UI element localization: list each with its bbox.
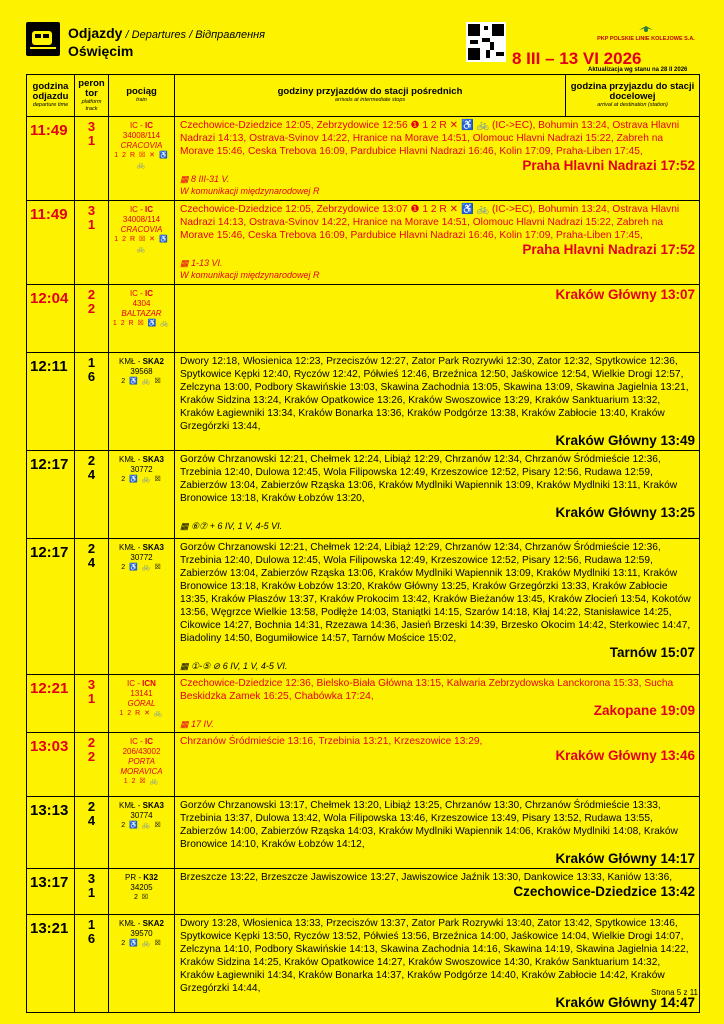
train-info: [109, 285, 175, 353]
platform-track: [75, 733, 109, 797]
train-number: 34008/114: [122, 131, 161, 140]
train-number: 30772: [130, 465, 153, 474]
col-time: godzina odjazdu departure time: [27, 75, 75, 117]
international-note: W komunikacji międzynarodowej R: [180, 186, 320, 196]
train-number: 30772: [130, 553, 153, 562]
train-category: KMŁ - SKA3: [119, 543, 164, 552]
stops-cell: [175, 675, 700, 733]
train-number: 4304: [132, 299, 151, 308]
col-train: pociąg train: [109, 75, 175, 117]
carrier: IC: [129, 737, 138, 746]
departure-time: 11:49: [27, 201, 75, 285]
page-title: Odjazdy / Departures / Відправлення: [68, 25, 266, 41]
table-row: [27, 869, 700, 915]
train-info: [109, 117, 175, 201]
calendar-note-text: 8 III-31 V.: [191, 174, 230, 184]
track: 1: [87, 885, 96, 900]
train-amenities-icons: 1 2 R ☒ ♿ 🚲: [112, 320, 171, 327]
table-row: [27, 539, 700, 675]
track: 6: [87, 369, 96, 384]
intermediate-stops: Dwory 12:18, Włosienica 12:23, Przeciszów 12:27, Zator Park Rozrywki 12:30, Zator 12:32, Spytkowice 12:36, Spytkowice Kępki 12:40, Ryczów 12:42, Półwieś 12:46, Brzeźnica 12:50, Jaśkowice 12:54, Wielkie Drogi 12:57, Zelczyna 13:00, Podbory Skawińskie 13:03, Skawina Zachodnia 13:05, Skawina 13:09, Skawina Jagielnia 13:21, Kraków Sidzina 13:24, Kraków Opatkowice 13:26, Kraków Swoszowice 13:29, Kraków Sanktuarium 13:32, Kraków Łagiewniki 13:34, Kraków Bonarka 13:36, Kraków Podgórze 13:38, Kraków Zabłocie 13:40, Kraków Grzegórzki 13:44,: [180, 356, 689, 432]
carrier: IC: [129, 121, 138, 130]
update-note: Aktualizacja wg stanu na 28 II 2026: [588, 67, 688, 73]
train-number: 34008/114: [122, 215, 161, 224]
stops-cell: [175, 733, 700, 797]
stops-cell: [175, 201, 700, 285]
destination: Tarnów 15:07: [609, 645, 695, 660]
departures-table: [26, 74, 700, 1013]
intermediate-stops: Gorzów Chrzanowski 13:17, Chełmek 13:20, Libiąż 13:25, Chrzanów 13:30, Chrzanów Śródmieście 13:33, Trzebinia 13:37, Dulowa 13:42, Wola Filipowska 13:46, Krzeszowice 13:49, Pisary 13:52, Rudawa 13:55, Zabierzów 14:00, Zabierzów Rząska 14:03, Kraków Mydlniki Wapiennik 14:06, Kraków Mydlniki 14:08, Kraków Bronowice 14:10, Kraków Łobzów 14:12,: [180, 800, 678, 850]
track: 4: [87, 555, 96, 570]
intermediate-stops: Brzeszcze 13:22, Brzeszcze Jawiszowice 13:27, Jawiszowice Jaźnik 13:30, Dankowice 13:33, Kaniów 13:36,: [180, 872, 673, 883]
carrier: IC: [129, 205, 138, 214]
train-category: KMŁ - SKA3: [119, 801, 164, 810]
platform-track: [75, 285, 109, 353]
departure-time: 11:49: [27, 117, 75, 201]
calendar-note-text: 17 IV.: [191, 719, 214, 729]
platform: 1: [87, 917, 96, 932]
category: SKA3: [142, 543, 164, 552]
destination: Czechowice-Dziedzice 13:42: [513, 884, 695, 899]
platform: 2: [87, 287, 96, 302]
category: IC: [145, 737, 154, 746]
table-row: [27, 675, 700, 733]
departure-time: 13:21: [27, 915, 75, 1013]
departure-time: 12:17: [27, 539, 75, 675]
carrier: PR: [125, 873, 137, 882]
track: 1: [87, 133, 96, 148]
train-number: 30774: [130, 811, 153, 820]
validity-period: 8 III – 13 VI 2026: [512, 49, 642, 68]
train-amenities-icons: 2 ☒: [133, 894, 150, 901]
platform-track: [75, 451, 109, 539]
calendar-note-text: 1-13 VI.: [191, 258, 223, 268]
intermediate-stops: Czechowice-Dziedzice 12:05, Zebrzydowice 12:56 ❶ 1 2 R ✕ ♿ 🚲 (IC->EC), Bohumin 13:24, Ostrava Hlavni Nadrazi 14:13, Ostrava-Svinov 14:22, Hranice na Morave 14:51, Olomouc Hlavni Nadrazi 15:22, Zabreh na Morave 15:46, Ceska Trebova 16:09, Pardubice Hlavni Nadrazi 16:46, Kolin 17:09, Praha-Liben 17:45,: [180, 120, 680, 157]
platform: 2: [87, 735, 96, 750]
train-category: KMŁ - SKA2: [119, 919, 164, 928]
intermediate-stops: Czechowice-Dziedzice 12:05, Zebrzydowice 13:07 ❶ 1 2 R ✕ ♿ 🚲 (IC->EC), Bohumin 13:24, Ostrava Hlavni Nadrazi 14:13, Ostrava-Svinov 14:22, Hranice na Morave 14:51, Olomouc Hlavni Nadrazi 15:22, Zabreh na Morave 15:46, Ceska Trebova 16:09, Pardubice Hlavni Nadrazi 16:46, Kolin 17:09, Praha-Liben 17:45,: [180, 204, 680, 241]
train-number: 39568: [130, 367, 153, 376]
calendar-note: [180, 173, 695, 185]
platform-track: [75, 869, 109, 915]
train-name: CRACOVIA: [120, 141, 163, 150]
platform: 1: [87, 355, 96, 370]
station-name: Oświęcim: [68, 43, 134, 59]
platform: 2: [87, 453, 96, 468]
category: SKA3: [142, 801, 164, 810]
platform-track: [75, 117, 109, 201]
platform: 3: [87, 677, 96, 692]
calendar-icon: ▦: [180, 521, 192, 531]
stops-cell: [175, 451, 700, 539]
stops-cell: [175, 915, 700, 1013]
platform: 2: [87, 799, 96, 814]
train-icon: [26, 22, 60, 56]
table-row: [27, 117, 700, 201]
destination: Kraków Główny 13:25: [555, 505, 695, 520]
train-info: [109, 201, 175, 285]
category: K32: [143, 873, 158, 882]
col-stops: godziny przyjazdów do stacji pośrednich arrivals at intermediate stops: [175, 75, 566, 117]
track: 1: [87, 691, 96, 706]
train-category: KMŁ - SKA3: [119, 455, 164, 464]
carrier: KMŁ: [119, 455, 136, 464]
train-info: [109, 869, 175, 915]
train-amenities-icons: 1 2 ☒ 🚲: [123, 778, 160, 785]
carrier: IC: [127, 679, 136, 688]
carrier: KMŁ: [119, 801, 136, 810]
intermediate-stops: Chrzanów Śródmieście 13:16, Trzebinia 13:21, Krzeszowice 13:29,: [180, 736, 483, 747]
calendar-icon: ▦: [180, 258, 192, 268]
train-info: [109, 915, 175, 1013]
train-number: 39570: [130, 929, 153, 938]
train-info: [109, 797, 175, 869]
train-category: IC - IC: [129, 121, 154, 130]
stops-cell: [175, 539, 700, 675]
category: IC: [145, 205, 154, 214]
train-info: [109, 353, 175, 451]
category: IC: [145, 121, 154, 130]
stops-cell: [175, 285, 700, 353]
train-category: PR - K32: [125, 873, 158, 882]
train-amenities-icons: 1 2 R ☒ ✕ ♿ 🚲: [114, 236, 169, 253]
departure-time: 12:21: [27, 675, 75, 733]
train-number: 13141: [130, 689, 153, 698]
train-name: BALTAZAR: [121, 309, 162, 318]
train-name: PORTA MORAVICA: [120, 757, 163, 776]
train-category: KMŁ - SKA2: [119, 357, 164, 366]
platform-track: [75, 353, 109, 451]
train-category: IC - IC: [129, 737, 154, 746]
col-track: peron tor platform track: [75, 75, 109, 117]
train-amenities-icons: 1 2 R ✕ 🚲: [119, 710, 164, 717]
stops-cell: [175, 353, 700, 451]
train-amenities-icons: 2 ♿ 🚲 ☒: [121, 564, 162, 571]
departure-time: 12:17: [27, 451, 75, 539]
table-header: [27, 75, 700, 117]
platform: 3: [87, 119, 96, 134]
stops-cell: [175, 797, 700, 869]
platform: 3: [87, 871, 96, 886]
train-amenities-icons: 2 ♿ 🚲 ☒: [121, 822, 162, 829]
departure-time: 13:13: [27, 797, 75, 869]
calendar-icon: ▦: [180, 661, 192, 671]
international-note: W komunikacji międzynarodowej R: [180, 270, 320, 280]
track: 6: [87, 931, 96, 946]
pkp-logo: [586, 24, 706, 42]
train-category: IC - IC: [129, 205, 154, 214]
col-dest: godzina przyjazdu do stacji docelowej arrival at destination (station): [566, 75, 700, 117]
calendar-icon: ▦: [180, 174, 192, 184]
carrier: KMŁ: [119, 543, 136, 552]
train-name: GÓRAL: [127, 699, 156, 708]
destination: Kraków Główny 13:46: [555, 748, 695, 763]
platform-track: [75, 915, 109, 1013]
intermediate-stops: Czechowice-Dziedzice 12:36, Bielsko-Biała Główna 13:15, Kalwaria Zebrzydowska Lanckorona 15:33, Sucha Beskidzka Zamek 16:25, Chabówka 17:24,: [180, 678, 674, 702]
category: SKA2: [142, 919, 164, 928]
pkp-wings-icon: [638, 24, 654, 34]
table-row: [27, 285, 700, 353]
page-number: Strona 5 z 11: [651, 988, 698, 997]
train-number: 34205: [130, 883, 153, 892]
destination: Kraków Główny 13:49: [555, 433, 695, 448]
header: [26, 22, 700, 72]
table-row: [27, 451, 700, 539]
train-amenities-icons: 2 ♿ 🚲 ☒: [121, 476, 162, 483]
pkp-name: PKP POLSKIE LINIE KOLEJOWE S.A.: [597, 36, 695, 42]
calendar-note-text: ①-⑤ ⊘ 6 IV, 1 V, 4-5 VI.: [191, 661, 288, 671]
carrier: KMŁ: [119, 919, 136, 928]
table-row: [27, 797, 700, 869]
platform-track: [75, 675, 109, 733]
stops-cell: [175, 117, 700, 201]
track: 2: [87, 301, 96, 316]
calendar-note-text: ⑥⑦ + 6 IV, 1 V, 4-5 VI.: [191, 521, 283, 531]
destination: Zakopane 19:09: [593, 703, 695, 718]
category: SKA2: [142, 357, 164, 366]
platform-track: [75, 539, 109, 675]
platform: 3: [87, 203, 96, 218]
train-info: [109, 733, 175, 797]
platform-track: [75, 201, 109, 285]
train-category: IC - IC: [129, 289, 154, 298]
calendar-note: [180, 257, 695, 269]
destination: Praha Hlavni Nadrazi 17:52: [522, 158, 695, 173]
destination: Praha Hlavni Nadrazi 17:52: [522, 242, 695, 257]
destination: Kraków Główny 14:17: [555, 851, 695, 866]
track: 1: [87, 217, 96, 232]
qr-code-icon: [466, 22, 506, 62]
platform-track: [75, 797, 109, 869]
train-info: [109, 675, 175, 733]
track: 4: [87, 813, 96, 828]
train-info: [109, 539, 175, 675]
departure-time: 12:04: [27, 285, 75, 353]
intermediate-stops: Gorzów Chrzanowski 12:21, Chełmek 12:24, Libiąż 12:29, Chrzanów 12:34, Chrzanów Śródmieście 12:36, Trzebinia 12:40, Dulowa 12:45, Wola Filipowska 12:49, Krzeszowice 12:52, Pisary 12:56, Rudawa 12:59, Zabierzów 13:04, Zabierzów Rząska 13:06, Kraków Mydlniki Wapiennik 13:09, Kraków Mydlniki 13:11, Kraków Bronowice 13:18, Kraków Łobzów 13:20,: [180, 454, 678, 504]
train-amenities-icons: 2 ♿ 🚲 ☒: [121, 378, 162, 385]
category: IC: [145, 289, 154, 298]
destination: Kraków Główny 13:07: [555, 287, 695, 302]
track: 4: [87, 467, 96, 482]
track: 2: [87, 749, 96, 764]
train-amenities-icons: 1 2 R ☒ ✕ ♿ 🚲: [114, 152, 169, 169]
platform: 2: [87, 541, 96, 556]
departure-time: 13:17: [27, 869, 75, 915]
destination: Kraków Główny 14:47: [555, 995, 695, 1010]
calendar-note: [180, 520, 695, 532]
category: SKA3: [142, 455, 164, 464]
intermediate-stops: Gorzów Chrzanowski 12:21, Chełmek 12:24, Libiąż 12:29, Chrzanów 12:34, Chrzanów Śródmieście 12:36, Trzebinia 12:40, Dulowa 12:45, Wola Filipowska 12:49, Krzeszowice 12:52, Pisary 12:56, Rudawa 12:59, Zabierzów 13:04, Zabierzów Rząska 13:06, Kraków Mydlniki Wapiennik 13:09, Kraków Mydlniki 13:11, Kraków Bronowice 13:18, Kraków Łobzów 13:20, Kraków Główny 13:25, Kraków Grzegórzki 13:33, Kraków Zabłocie 13:35, Kraków Płaszów 13:37, Kraków Prokocim 13:42, Kraków Bieżanów 13:45, Kraków Złocień 13:54, Kokotów 13:56, Węgrzce Wielkie 13:58, Podłęże 14:03, Staniątki 14:15, Szarów 14:18, Kłaj 14:22, Stanisławice 14:25, Cikowice 14:27, Bochnia 14:31, Rzezawa 14:36, Jasień Brzeski 14:39, Brzesko Okocim 14:42, Sterkowiec 14:47, Biadoliny 14:50, Bogumiłowice 14:57, Tarnów Mościce 15:02,: [180, 542, 691, 644]
train-name: CRACOVIA: [120, 225, 163, 234]
train-info: [109, 451, 175, 539]
departure-time: 13:03: [27, 733, 75, 797]
departure-time: 12:11: [27, 353, 75, 451]
calendar-icon: ▦: [180, 719, 192, 729]
table-row: [27, 915, 700, 1013]
calendar-note: [180, 660, 695, 672]
carrier: IC: [129, 289, 138, 298]
train-amenities-icons: 2 ♿ 🚲 ☒: [121, 940, 162, 947]
table-row: [27, 733, 700, 797]
intermediate-stops: Dwory 13:28, Włosienica 13:33, Przeciszów 13:37, Zator Park Rozrywki 13:40, Zator 13:42, Spytkowice 13:46, Spytkowice Kępki 13:50, Ryczów 13:52, Półwieś 13:56, Brzeźnica 14:00, Jaśkowice 14:04, Wielkie Drogi 14:07, Zelczyna 14:10, Podbory Skawińskie 14:13, Skawina Zachodnia 14:16, Skawina 14:19, Skawina Jagielnia 14:22, Kraków Sidzina 14:25, Kraków Opatkowice 14:27, Kraków Swoszowice 14:30, Kraków Sanktuarium 14:32, Kraków Łagiewniki 14:34, Kraków Bonarka 14:37, Kraków Podgórze 14:40, Kraków Zabłocie 14:42, Kraków Grzegórzki 14:44,: [180, 918, 689, 994]
table-row: [27, 201, 700, 285]
carrier: KMŁ: [119, 357, 136, 366]
train-number: 206/43002: [122, 747, 161, 756]
category: ICN: [142, 679, 156, 688]
calendar-note: [180, 718, 695, 730]
stops-cell: [175, 869, 700, 915]
table-row: [27, 353, 700, 451]
train-category: IC - ICN: [127, 679, 156, 688]
